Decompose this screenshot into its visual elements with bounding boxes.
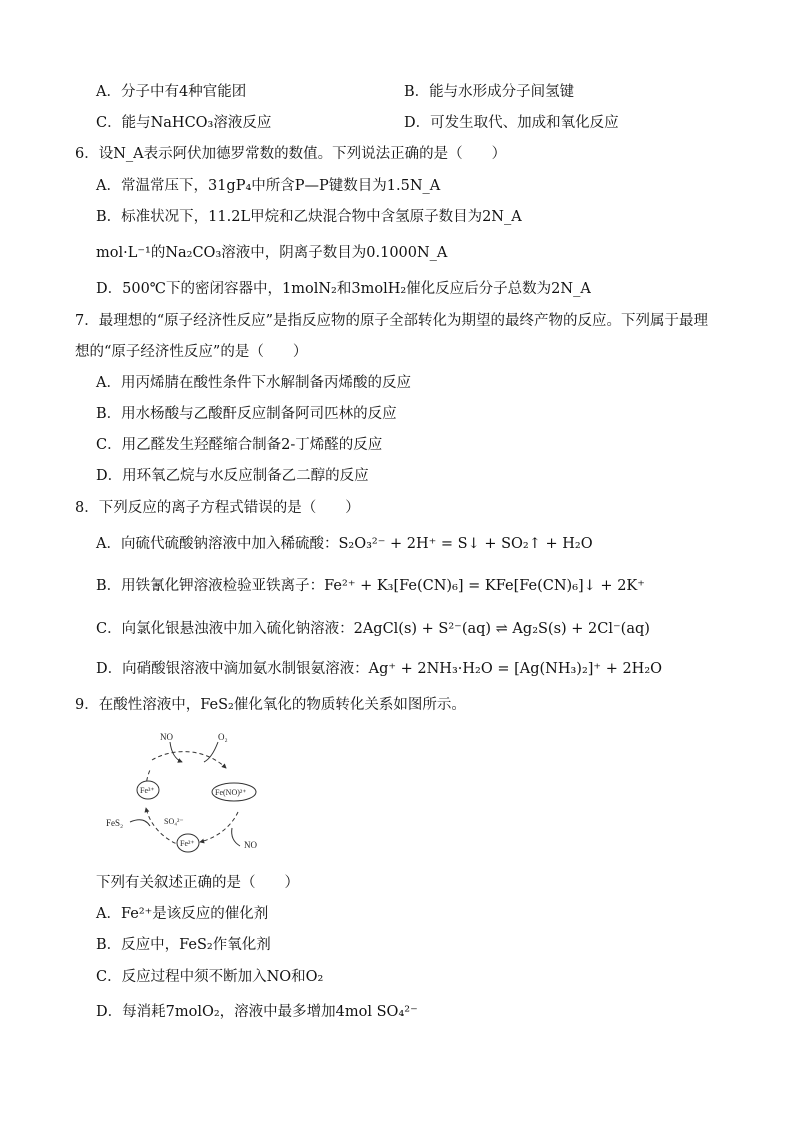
fes2-cycle-diagram <box>100 728 270 856</box>
cycle-arc-bottom <box>146 808 182 846</box>
q6-stem: 6．设N_A表示阿伏加德罗常数的数值。下列说法正确的是（ ） <box>75 146 507 162</box>
q5-option-a: A．分子中有4种官能团 <box>96 84 247 100</box>
q9-option-c: C．反应过程中须不断加入NO和O₂ <box>96 969 324 985</box>
q9-option-b: B．反应中，FeS₂作氧化剂 <box>96 937 271 953</box>
q8-option-a: A．向硫代硫酸钠溶液中加入稀硫酸：S₂O₃²⁻ + 2H⁺ = S↓ + SO₂↑ + H₂O <box>96 536 593 552</box>
q9-stem: 9．在酸性溶液中，FeS₂催化氧化的物质转化关系如图所示。 <box>75 697 466 713</box>
q9-option-a: A．Fe²⁺是该反应的催化剂 <box>96 906 269 922</box>
q6-option-a: A．常温常压下，31gP₄中所含P—P键数目为1.5N_A <box>96 178 441 194</box>
q7-option-a: A．用丙烯腈在酸性条件下水解制备丙烯酸的反应 <box>96 375 411 391</box>
q5-option-c: C．能与NaHCO₃溶液反应 <box>96 115 272 131</box>
q8-option-c: C．向氯化银悬浊液中加入硫化钠溶液：2AgCl(s) + S²⁻(aq) ⇌ Ag₂S(s) + 2Cl⁻(aq) <box>96 621 650 637</box>
no-in-arrow <box>232 828 240 846</box>
label-so4: SO₄²⁻ <box>164 817 184 826</box>
q6-option-b: B．标准状况下，11.2L甲烷和乙炔混合物中含氢原子数目为2N_A <box>96 209 522 225</box>
q7-option-d: D．用环氧乙烷与水反应制备乙二醇的反应 <box>96 468 369 484</box>
o2-in-arrow <box>204 742 218 762</box>
fes2-in-arrow <box>130 820 150 826</box>
cycle-arc-top <box>152 752 226 768</box>
q8-stem: 8．下列反应的离子方程式错误的是（ ） <box>75 500 360 516</box>
label-feno: Fe(NO)²⁺ <box>215 788 247 797</box>
label-fe2: Fe²⁺ <box>180 839 195 848</box>
q7-stem-line2: 想的“原子经济性反应”的是（ ） <box>75 344 308 360</box>
q8-option-d: D．向硝酸银溶液中滴加氨水制银氨溶液：Ag⁺ + 2NH₃·H₂O = [Ag(NH₃)₂]⁺ + 2H₂O <box>96 661 663 677</box>
q9-question: 下列有关叙述正确的是（ ） <box>96 875 299 891</box>
label-fe3: Fe³⁺ <box>140 786 155 795</box>
q7-option-b: B．用水杨酸与乙酸酐反应制备阿司匹林的反应 <box>96 406 397 422</box>
q7-stem-line1: 7．最理想的“原子经济性反应”是指反应物的原子全部转化为期望的最终产物的反应。下列属于最理 <box>75 313 709 329</box>
q8-option-b: B．用铁氰化钾溶液检验亚铁离子：Fe²⁺ + K₃[Fe(CN)₆] = KFe[Fe(CN)₆]↓ + 2K⁺ <box>96 578 645 594</box>
label-no-bottom: NO <box>244 840 257 850</box>
label-fes2: FeS₂ <box>106 818 124 828</box>
q7-option-c: C．用乙醛发生羟醛缩合制备2-丁烯醛的反应 <box>96 437 383 453</box>
q6-option-c-fragment: mol·L⁻¹的Na₂CO₃溶液中，阴离子数目为0.1000N_A <box>96 245 448 261</box>
q6-option-d: D．500℃下的密闭容器中，1molN₂和3molH₂催化反应后分子总数为2N_A <box>96 281 591 297</box>
q5-option-d: D．可发生取代、加成和氧化反应 <box>404 115 619 131</box>
q5-option-b: B．能与水形成分子间氢键 <box>404 84 575 100</box>
q9-option-d: D．每消耗7molO₂，溶液中最多增加4mol SO₄²⁻ <box>96 1004 418 1020</box>
label-o2: O₂ <box>218 732 228 742</box>
label-no-top: NO <box>160 732 173 742</box>
